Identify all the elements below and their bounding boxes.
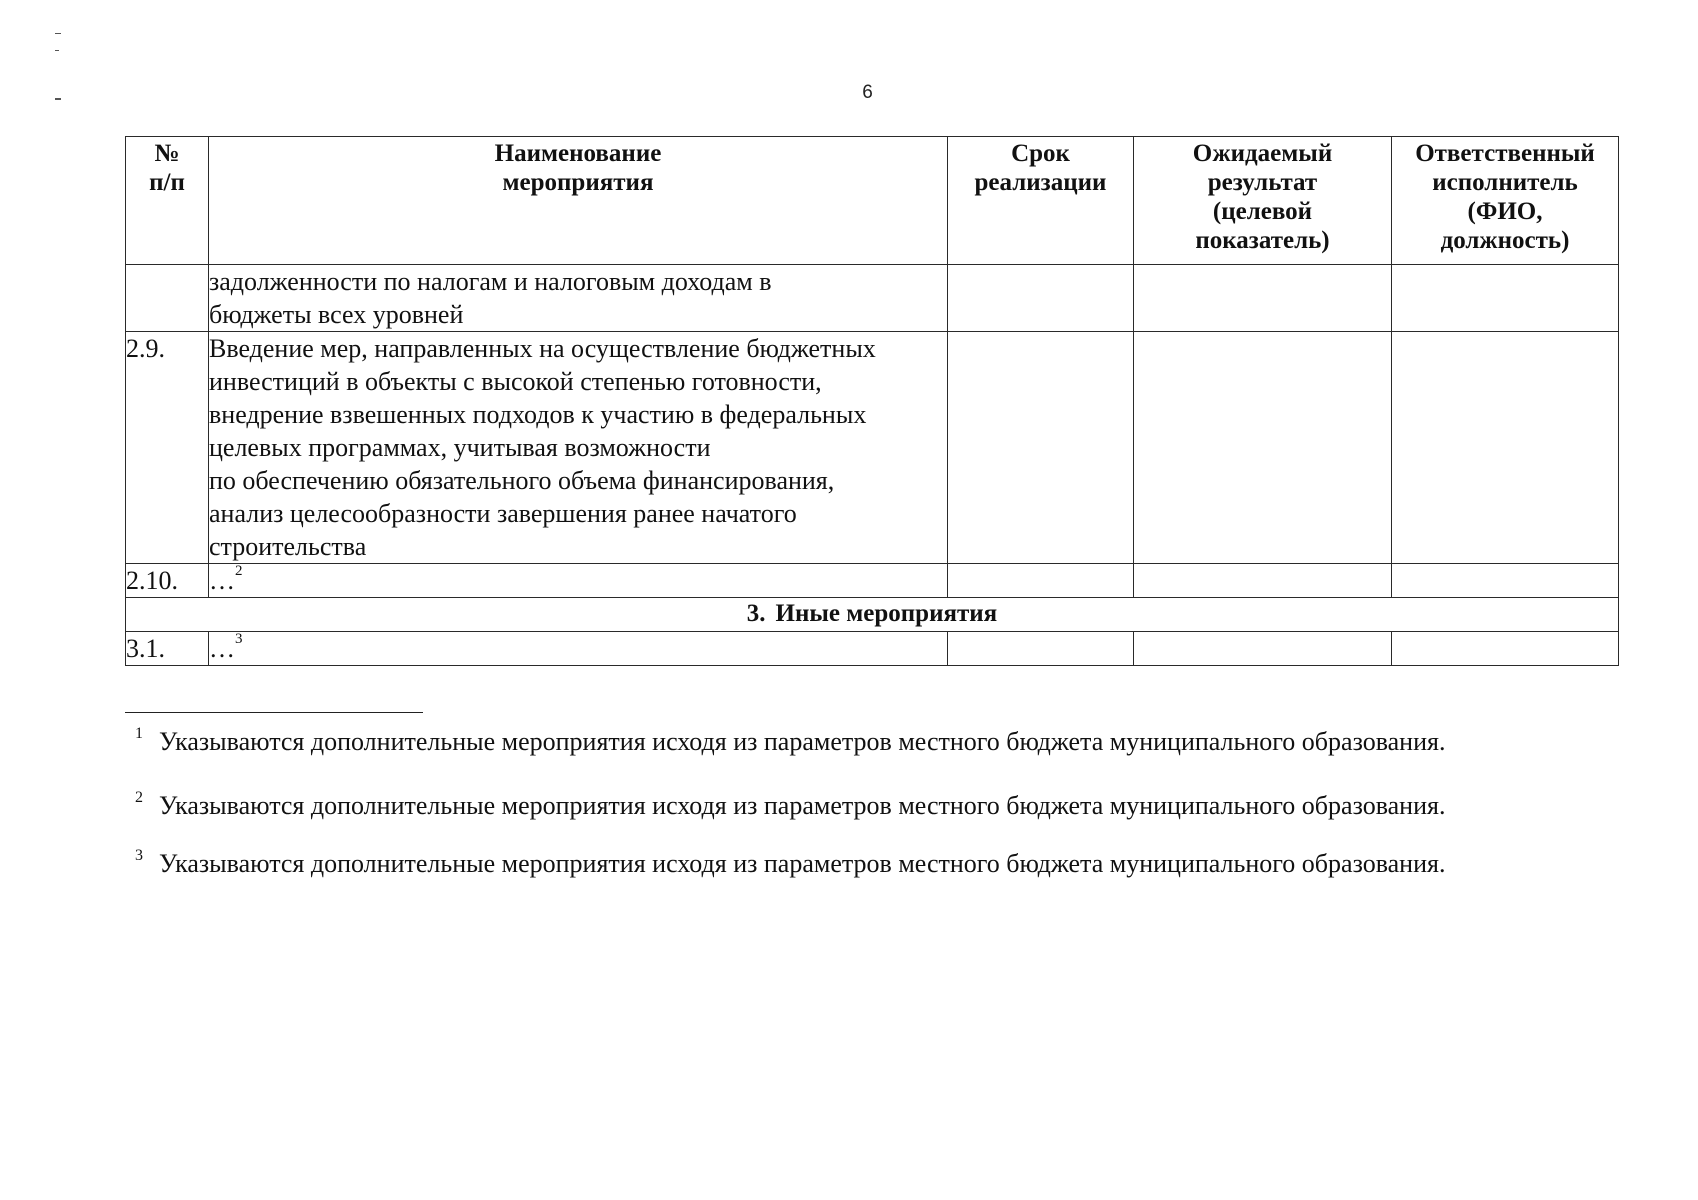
row-responsible (1392, 564, 1619, 598)
footnote-reference: 2 (235, 563, 243, 579)
table-row (126, 564, 1619, 598)
row-deadline (948, 265, 1134, 332)
footnote-1: 1 Указываются дополнительные мероприятия исходя из параметров местного бюджета муниципального образования. (135, 725, 1446, 756)
ellipsis-placeholder: … (209, 566, 235, 595)
row-number: 2.10. (126, 564, 209, 598)
row-expected-result (1134, 564, 1392, 598)
row-responsible (1392, 332, 1619, 564)
section-title (126, 598, 1619, 632)
row-measure-name: Введение мер, направленных на осуществление бюджетных инвестиций в объекты с высокой степенью готовности, внедрение взвешенных подходов к участию в федеральных целевых программах, учитывая возможности по обеспечению обязательного объема финансирования, анализ целесообразности завершения ранее начатого строительства (209, 332, 948, 564)
header-deadline: Срок реализации (948, 137, 1134, 265)
table-header-row (126, 137, 1619, 265)
row-expected-result (1134, 632, 1392, 666)
row-deadline (948, 564, 1134, 598)
table-row (126, 632, 1619, 666)
row-measure-name: задолженности по налогам и налоговым доходам в бюджеты всех уровней (209, 265, 948, 332)
row-measure-name (209, 564, 948, 598)
row-number: 2.9. (126, 332, 209, 564)
page-number: 6 (862, 82, 873, 103)
scan-artifact-mark (55, 50, 59, 51)
row-number (126, 265, 209, 332)
row-expected-result (1134, 332, 1392, 564)
footnote-3: 3 Указываются дополнительные мероприятия исходя из параметров местного бюджета муниципального образования. (135, 847, 1446, 878)
row-measure-name (209, 632, 948, 666)
header-measure-name: Наименование мероприятия (209, 137, 948, 265)
footnote-2: 2 Указываются дополнительные мероприятия исходя из параметров местного бюджета муниципального образования. (135, 789, 1446, 820)
header-expected-result: Ожидаемый результат (целевой показатель) (1134, 137, 1392, 265)
header-number: № п/п (126, 137, 209, 265)
row-deadline (948, 332, 1134, 564)
table-row (126, 265, 1619, 332)
row-responsible (1392, 265, 1619, 332)
footnote-text: Указываются дополнительные мероприятия исходя из параметров местного бюджета муниципального образования. (159, 849, 1446, 878)
footnote-separator (125, 712, 423, 713)
row-deadline (948, 632, 1134, 666)
section-header-row (126, 598, 1619, 632)
footnote-text: Указываются дополнительные мероприятия исходя из параметров местного бюджета муниципального образования. (159, 791, 1446, 820)
section-name: Иные мероприятия (775, 600, 998, 627)
scan-artifact-mark (55, 33, 61, 34)
ellipsis-placeholder: … (209, 634, 235, 663)
footnote-reference: 3 (235, 631, 243, 647)
table-row (126, 332, 1619, 564)
measures-table (125, 136, 1619, 666)
row-expected-result (1134, 265, 1392, 332)
row-responsible (1392, 632, 1619, 666)
section-number: 3. (746, 600, 766, 627)
row-number: 3.1. (126, 632, 209, 666)
footnote-text: Указываются дополнительные мероприятия исходя из параметров местного бюджета муниципального образования. (159, 727, 1446, 756)
header-responsible: Ответственный исполнитель (ФИО, должность) (1392, 137, 1619, 265)
